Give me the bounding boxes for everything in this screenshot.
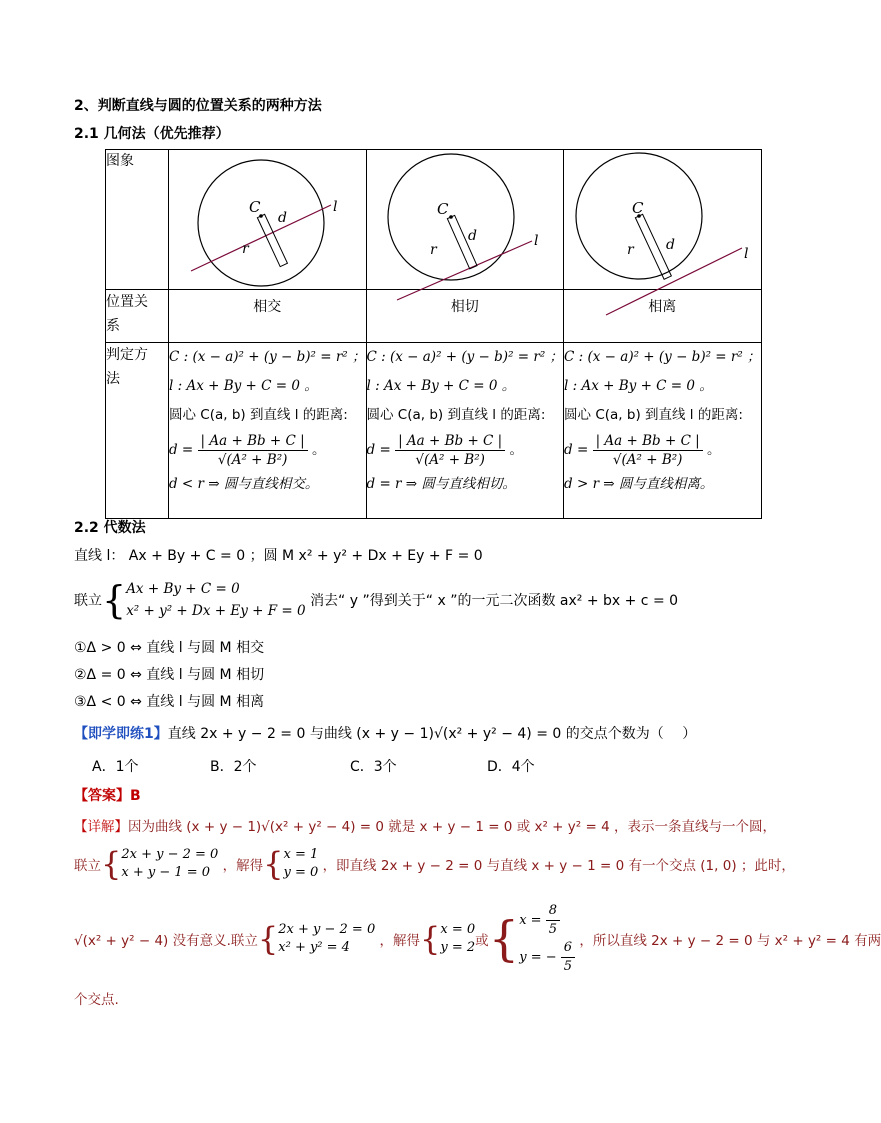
method-separate: C : (x − a)² + (y − b)² = r² ； l : Ax + By + C = 0 。 圆心 C(a, b) 到直线 l 的距离: d = $\frac{| Aa + Bb + C |}{\text{√(A² + B²)}}$ 。 d > r ⇒ 圆与直线相离。: [564, 343, 762, 519]
row-header-image: 图象: [106, 150, 169, 290]
position-separate: 相离: [564, 290, 762, 343]
diagram-separate: [564, 150, 762, 290]
label-C: C: [436, 200, 448, 218]
case-2: ②Δ = 0 ⇔ 直线 l 与圆 M 相切: [74, 667, 265, 683]
label-d: d: [467, 228, 477, 244]
label-l: l: [333, 199, 338, 215]
option-a: A．1个: [92, 759, 139, 775]
line-circle-def: 直线 l： Ax + By + C = 0 ；圆 M x² + y² + Dx + Ey + F = 0: [74, 548, 483, 564]
position-intersect: 相交: [169, 290, 367, 343]
option-d: D．4个: [487, 759, 535, 775]
case-1: ①Δ > 0 ⇔ 直线 l 与圆 M 相交: [74, 640, 265, 656]
position-tangent: 相切: [366, 290, 564, 343]
system-block: 联立{ Ax + By + C = 0 x² + y² + Dx + Ey + F = 0 消去“ y ”得到关于“ x ”的一元二次函数 ax² + bx + c = 0: [74, 578, 679, 622]
method-tangent: C : (x − a)² + (y − b)² = r² ； l : Ax + By + C = 0 。 圆心 C(a, b) 到直线 l 的距离: d = $\frac{| Aa + Bb + C |}{\text{√(A² + B²)}}$ 。 d = r ⇒ 圆与直线相切。: [366, 343, 564, 519]
diagram-intersect: [169, 150, 367, 290]
row-header-position: 位置关 系: [106, 290, 169, 343]
label-r: r: [627, 242, 634, 258]
practice-question: 【即学即练1】直线 2x + y − 2 = 0 与曲线 (x + y − 1)√(x² + y² − 4) = 0 的交点个数为（ ）: [74, 726, 697, 742]
label-r: r: [429, 242, 437, 258]
method-intersect: C : (x − a)² + (y − b)² = r² ； l : Ax + By + C = 0 。 圆心 C(a, b) 到直线 l 的距离: d = $\frac{| Aa + Bb + C |}{\text{√(A² + B²)}}$ 。 d < r ⇒ 圆与直线相交。: [169, 343, 367, 519]
sub1-title: 2.1 几何法（优先推荐）: [74, 126, 230, 142]
label-l: l: [744, 246, 749, 262]
section-title: 2、判断直线与圆的位置关系的两种方法: [74, 98, 322, 114]
answer: 【答案】B: [74, 788, 141, 804]
sub2-title: 2.2 代数法: [74, 520, 146, 536]
detail-line-4: 个交点.: [74, 992, 119, 1008]
conclusion-tangent: d = r ⇒ 圆与直线相切。: [366, 476, 516, 492]
conclusion-separate: d > r ⇒ 圆与直线相离。: [564, 476, 714, 492]
circle-shape: [198, 160, 324, 286]
detail-line-2: 联立{ 2x + y − 2 = 0 x + y − 1 = 0 ，解得{ x = 1 y = 0 ，即直线 2x + y − 2 = 0 与直线 x + y − 1 = 0 有一个交点 (1, 0) ；此时，: [74, 845, 795, 883]
detail-line-1: 【详解】因为曲线 (x + y − 1)√(x² + y² − 4) = 0 就是 x + y − 1 = 0 或 x² + y² = 4 ，表示一条直线与一个圆，: [74, 819, 776, 835]
position-table: [105, 149, 762, 519]
option-b: B．2个: [210, 759, 257, 775]
label-d: d: [666, 237, 675, 253]
case-3: ③Δ < 0 ⇔ 直线 l 与圆 M 相离: [74, 694, 265, 710]
label-C: C: [632, 199, 644, 217]
center-point: [449, 215, 453, 219]
label-l: l: [533, 233, 538, 249]
row-header-method: 判定方 法: [106, 343, 169, 519]
conclusion-intersect: d < r ⇒ 圆与直线相交。: [169, 476, 319, 492]
diagram-tangent: [366, 150, 564, 290]
label-d: d: [278, 210, 287, 226]
option-c: C．3个: [350, 759, 397, 775]
label-C: C: [249, 198, 261, 216]
label-r: r: [242, 241, 249, 257]
detail-line-3: √(x² + y² − 4) 没有意义.联立{ 2x + y − 2 = 0 x² + y² = 4 ，解得{ x = 0 y = 2 或{ x = $\frac{8}{5}$ y = − $\frac{6}{5}$ ，所以直线 2x + y − 2 = 0 与 x² + y² = 4 有两: [74, 903, 881, 974]
